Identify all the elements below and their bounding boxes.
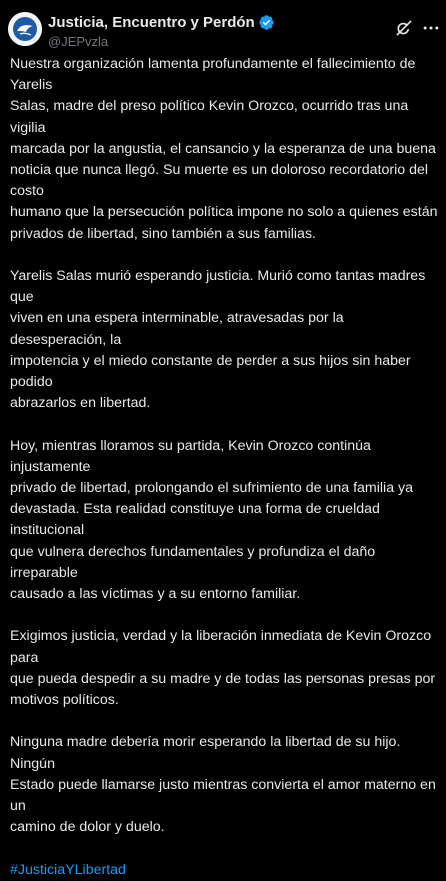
organization-logo-icon bbox=[8, 12, 42, 46]
post-paragraph: Exigimos justicia, verdad y la liberación inmediata de Kevin Orozco para que pueda despedir a su madre y de todas las personas presas por motivos políticos. bbox=[10, 628, 436, 709]
post-text bbox=[10, 54, 438, 881]
post-paragraph: Hoy, mientras lloramos su partida, Kevin Orozco continúa injustamente privado de libertad, prolongando el sufrimiento de una familia ya devastada. Esta realidad constituye una forma de crueldad institucional que vulnera derechos fundamentales y profundiza el daño irreparable causado a las víctimas y a su entorno familiar. bbox=[10, 437, 414, 603]
post-paragraph: Nuestra organización lamenta profundamente el fallecimiento de Yarelis Salas, madre del preso político Kevin Orozco, ocurrido tras una vigilia marcada por la angustia, el cansancio y la esperanza de una buena noticia que nunca llegó. Su muerte es un doloroso recordatorio del costo humano que la persecución política impone no solo a quienes están privados de libertad, sino también a sus familias. bbox=[10, 56, 438, 242]
author-avatar[interactable] bbox=[8, 12, 42, 46]
display-name-row bbox=[48, 13, 275, 32]
author-names bbox=[48, 13, 275, 49]
author-display-name[interactable]: Justicia, Encuentro y Perdón bbox=[48, 14, 255, 31]
grok-icon[interactable] bbox=[394, 18, 414, 38]
verified-badge-icon bbox=[258, 14, 275, 31]
hashtag-link[interactable]: #JusticiaYLibertad bbox=[10, 861, 126, 878]
post-header bbox=[0, 0, 446, 56]
author-handle[interactable]: @JEPvzla bbox=[48, 34, 109, 49]
post-paragraph: Yarelis Salas murió esperando justicia. Murió como tantas madres que viven en una espera interminable, atravesadas por la desesperación, la impotencia y el miedo constante de perder a sus hijos sin haber podido abrazarlos en libertad. bbox=[10, 268, 426, 412]
more-options-icon[interactable] bbox=[421, 18, 441, 38]
post-paragraph: Ninguna madre debería morir esperando la libertad de su hijo. Ningún Estado puede llamarse justo mientras convierta el amor materno en un camino de dolor y duelo. bbox=[10, 734, 436, 836]
